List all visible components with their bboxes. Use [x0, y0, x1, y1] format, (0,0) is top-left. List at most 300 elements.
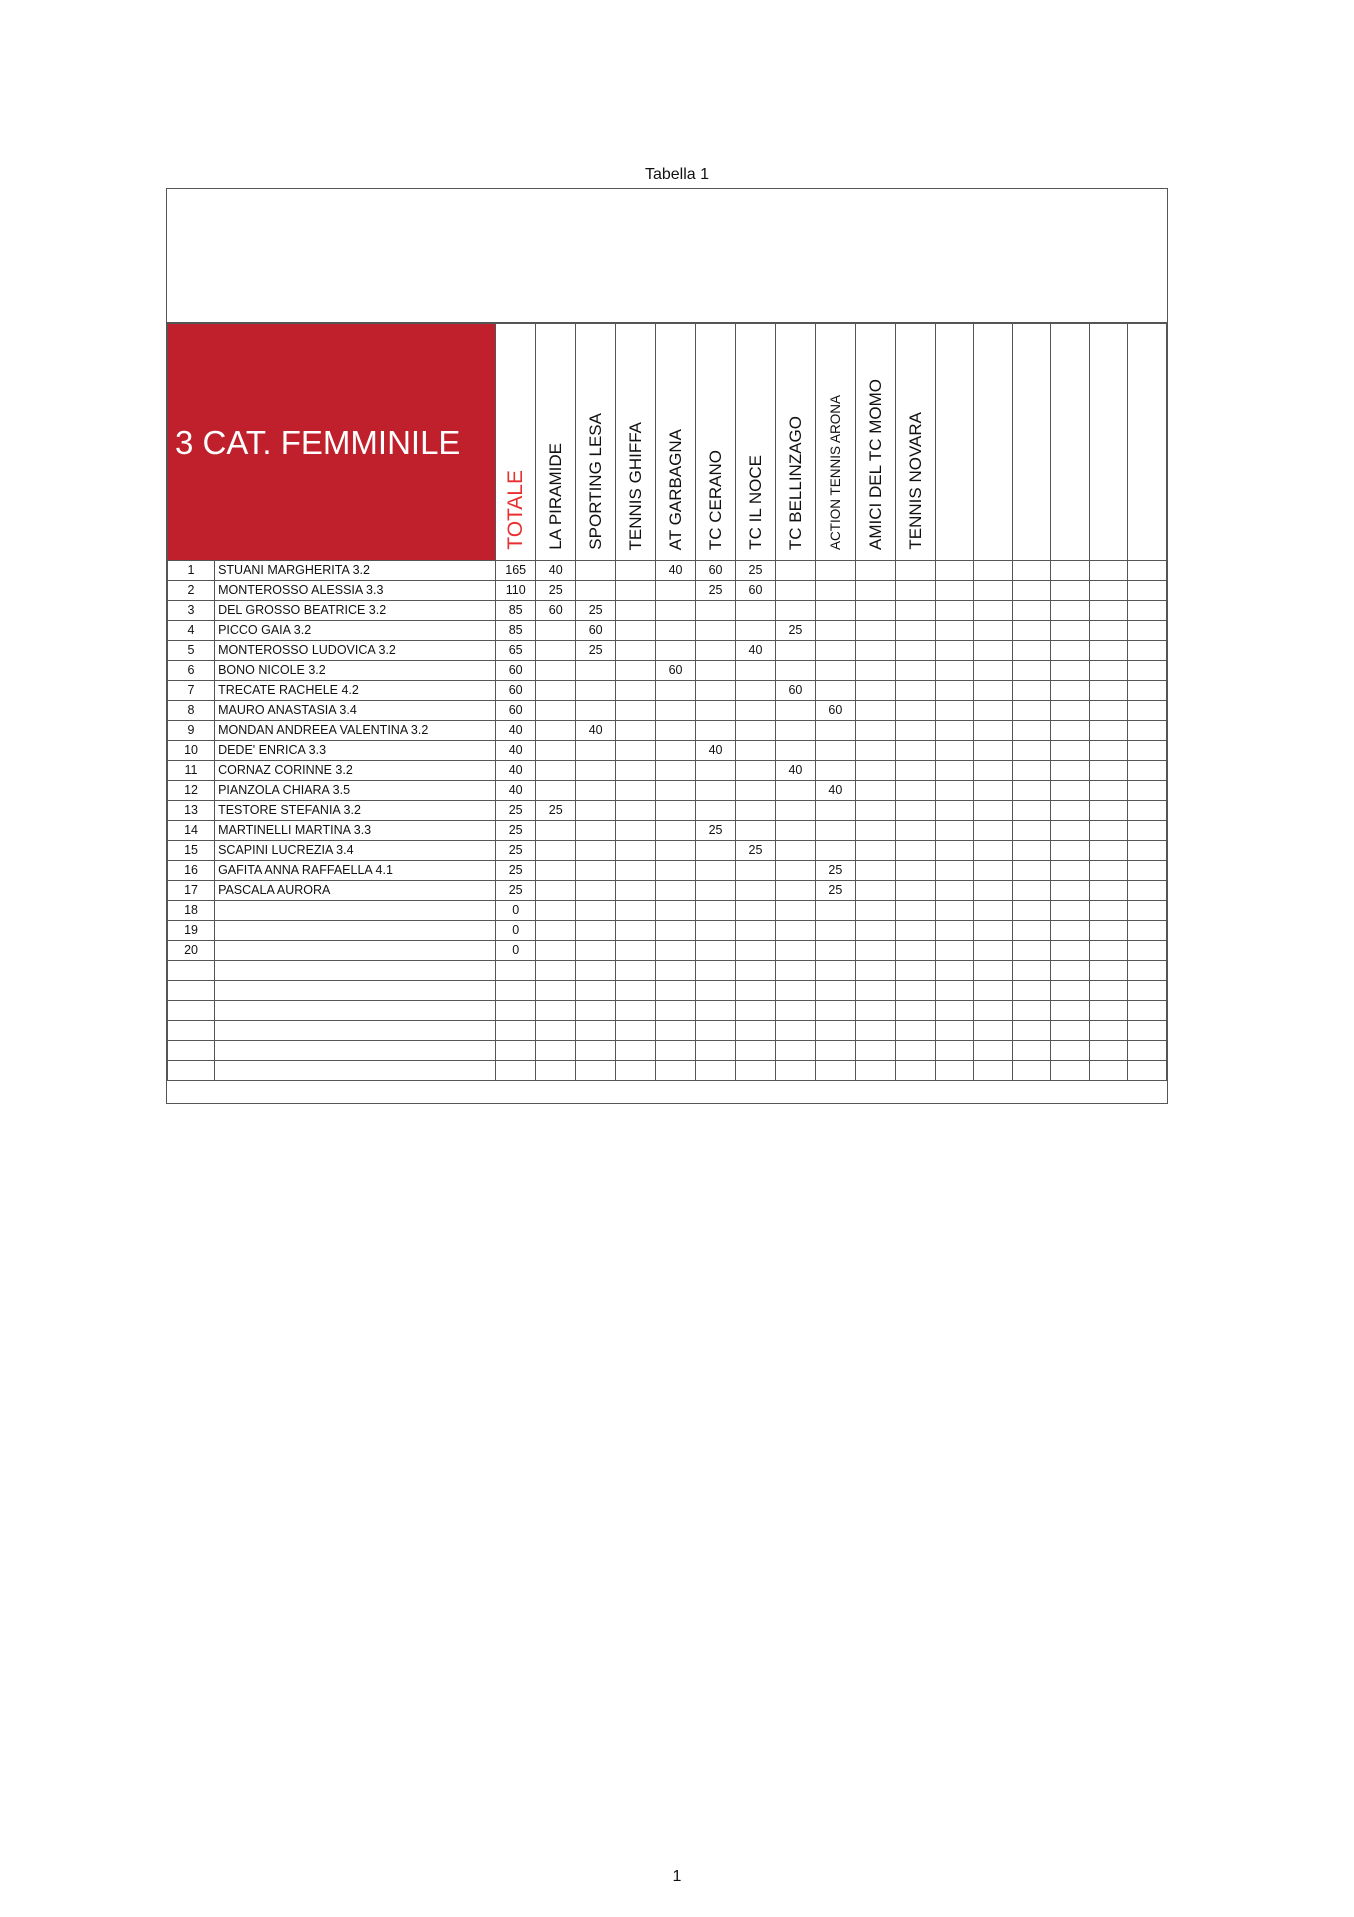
points-cell — [616, 681, 656, 701]
points-cell — [656, 1061, 696, 1081]
points-cell — [895, 601, 935, 621]
points-cell — [696, 721, 736, 741]
points-cell — [775, 1061, 815, 1081]
points-cell — [1051, 561, 1090, 581]
points-cell — [855, 1041, 895, 1061]
club-column-label: TC CERANO — [706, 449, 726, 550]
column-header — [576, 324, 616, 561]
points-cell — [895, 761, 935, 781]
points-cell: 60 — [536, 601, 576, 621]
player-name-cell: MONDAN ANDREEA VALENTINA 3.2 — [215, 721, 496, 741]
points-cell — [855, 961, 895, 981]
points-cell: 60 — [576, 621, 616, 641]
points-cell — [616, 701, 656, 721]
points-cell — [696, 861, 736, 881]
column-header — [696, 324, 736, 561]
points-cell — [974, 941, 1013, 961]
points-cell — [815, 641, 855, 661]
points-cell — [696, 881, 736, 901]
column-header — [815, 324, 855, 561]
points-cell — [895, 921, 935, 941]
points-cell — [536, 841, 576, 861]
points-cell — [1051, 861, 1090, 881]
points-cell — [536, 761, 576, 781]
points-cell — [815, 1041, 855, 1061]
points-cell — [775, 821, 815, 841]
points-cell — [1051, 901, 1090, 921]
points-cell — [576, 921, 616, 941]
points-cell — [935, 681, 974, 701]
points-cell — [935, 741, 974, 761]
points-cell — [935, 1061, 974, 1081]
points-cell — [1089, 741, 1128, 761]
total-points-cell: 60 — [496, 681, 536, 701]
points-cell — [616, 761, 656, 781]
points-cell — [1051, 801, 1090, 821]
points-cell — [775, 721, 815, 741]
points-cell — [815, 581, 855, 601]
points-cell — [974, 961, 1013, 981]
points-cell — [1051, 881, 1090, 901]
column-header — [736, 324, 776, 561]
points-cell — [974, 621, 1013, 641]
club-column-label: SPORTING LESA — [586, 413, 606, 550]
points-cell — [775, 661, 815, 681]
points-cell: 25 — [576, 601, 616, 621]
points-cell — [775, 981, 815, 1001]
points-cell — [974, 741, 1013, 761]
points-cell — [855, 1061, 895, 1081]
rank-cell: 3 — [168, 601, 215, 621]
points-cell — [815, 601, 855, 621]
rank-cell: 17 — [168, 881, 215, 901]
points-cell — [935, 821, 974, 841]
points-cell — [696, 921, 736, 941]
points-cell — [775, 701, 815, 721]
points-cell — [775, 1001, 815, 1021]
points-cell — [696, 661, 736, 681]
points-cell — [775, 881, 815, 901]
points-cell — [974, 921, 1013, 941]
points-cell — [1012, 761, 1051, 781]
points-cell — [696, 901, 736, 921]
points-cell — [895, 1061, 935, 1081]
player-name-cell: TRECATE RACHELE 4.2 — [215, 681, 496, 701]
points-cell — [935, 881, 974, 901]
points-cell — [974, 1021, 1013, 1041]
points-cell — [576, 681, 616, 701]
points-cell — [1089, 721, 1128, 741]
rank-cell: 5 — [168, 641, 215, 661]
points-cell — [736, 761, 776, 781]
points-cell — [576, 861, 616, 881]
points-cell — [1051, 961, 1090, 981]
total-points-cell: 40 — [496, 781, 536, 801]
points-cell — [536, 981, 576, 1001]
rank-cell — [168, 1061, 215, 1081]
points-cell: 40 — [536, 561, 576, 581]
points-cell — [1012, 781, 1051, 801]
points-cell — [656, 1041, 696, 1061]
points-cell — [1128, 821, 1167, 841]
column-header — [496, 324, 536, 561]
points-cell — [1051, 1061, 1090, 1081]
rank-cell — [168, 981, 215, 1001]
table-row — [168, 941, 1167, 961]
club-column-label: TENNIS NOVARA — [905, 412, 925, 550]
points-cell: 25 — [736, 561, 776, 581]
points-cell — [895, 981, 935, 1001]
points-cell — [935, 901, 974, 921]
points-cell — [1012, 841, 1051, 861]
club-column-label: AMICI DEL TC MOMO — [865, 379, 885, 550]
column-header — [775, 324, 815, 561]
points-cell — [775, 741, 815, 761]
total-points-cell: 40 — [496, 761, 536, 781]
column-header — [935, 324, 974, 561]
rank-cell: 11 — [168, 761, 215, 781]
points-cell — [576, 581, 616, 601]
points-cell — [656, 1001, 696, 1021]
points-cell — [1089, 561, 1128, 581]
points-cell — [656, 861, 696, 881]
points-cell — [616, 861, 656, 881]
points-cell — [656, 581, 696, 601]
player-name-cell: STUANI MARGHERITA 3.2 — [215, 561, 496, 581]
points-cell — [576, 801, 616, 821]
points-cell — [1128, 921, 1167, 941]
points-cell — [855, 981, 895, 1001]
points-cell — [536, 921, 576, 941]
points-cell: 25 — [536, 581, 576, 601]
player-name-cell — [215, 1021, 496, 1041]
rank-cell — [168, 1001, 215, 1021]
points-cell — [895, 861, 935, 881]
points-cell — [815, 961, 855, 981]
points-cell — [656, 701, 696, 721]
points-cell — [855, 701, 895, 721]
points-cell: 60 — [696, 561, 736, 581]
points-cell — [1051, 701, 1090, 721]
points-cell — [1128, 661, 1167, 681]
points-cell — [1128, 961, 1167, 981]
table-row — [168, 961, 1167, 981]
points-cell — [974, 581, 1013, 601]
points-cell — [895, 1041, 935, 1061]
points-cell — [855, 921, 895, 941]
points-cell — [696, 841, 736, 861]
points-cell: 25 — [536, 801, 576, 821]
points-cell — [935, 941, 974, 961]
points-cell — [855, 941, 895, 961]
points-cell — [696, 961, 736, 981]
points-cell — [1128, 561, 1167, 581]
points-cell — [935, 761, 974, 781]
points-cell — [895, 781, 935, 801]
points-cell — [656, 901, 696, 921]
player-name-cell: TESTORE STEFANIA 3.2 — [215, 801, 496, 821]
points-cell — [855, 741, 895, 761]
points-cell — [1051, 781, 1090, 801]
points-cell — [576, 841, 616, 861]
total-points-cell: 110 — [496, 581, 536, 601]
rank-cell: 2 — [168, 581, 215, 601]
points-cell — [775, 641, 815, 661]
table-row — [168, 1001, 1167, 1021]
points-cell — [775, 921, 815, 941]
points-cell — [736, 701, 776, 721]
rank-cell: 8 — [168, 701, 215, 721]
points-cell — [855, 621, 895, 641]
points-cell: 40 — [736, 641, 776, 661]
points-cell — [895, 841, 935, 861]
points-cell — [656, 801, 696, 821]
rank-cell: 16 — [168, 861, 215, 881]
rank-cell: 6 — [168, 661, 215, 681]
points-cell — [616, 841, 656, 861]
points-cell — [1012, 1001, 1051, 1021]
points-cell — [536, 1001, 576, 1021]
points-cell — [1128, 1041, 1167, 1061]
points-cell — [1012, 601, 1051, 621]
points-cell — [1051, 641, 1090, 661]
points-cell — [855, 761, 895, 781]
points-cell — [616, 641, 656, 661]
points-cell — [1128, 1001, 1167, 1021]
table-row — [168, 681, 1167, 701]
points-cell — [1012, 801, 1051, 821]
points-cell — [895, 741, 935, 761]
points-cell — [696, 781, 736, 801]
points-cell — [696, 641, 736, 661]
points-cell — [656, 921, 696, 941]
points-cell — [895, 1001, 935, 1021]
points-cell — [616, 721, 656, 741]
player-name-cell — [215, 901, 496, 921]
points-cell — [576, 821, 616, 841]
points-cell — [815, 821, 855, 841]
table-row — [168, 1041, 1167, 1061]
points-cell — [895, 661, 935, 681]
total-points-cell: 25 — [496, 881, 536, 901]
points-cell — [656, 961, 696, 981]
points-cell — [616, 561, 656, 581]
points-cell — [855, 861, 895, 881]
points-cell — [935, 621, 974, 641]
points-cell — [736, 921, 776, 941]
points-cell — [1051, 761, 1090, 781]
points-cell — [1089, 781, 1128, 801]
points-cell — [1089, 821, 1128, 841]
rank-cell — [168, 1041, 215, 1061]
points-cell — [736, 961, 776, 981]
points-cell — [1051, 1041, 1090, 1061]
points-cell — [656, 761, 696, 781]
points-cell: 60 — [815, 701, 855, 721]
total-points-cell: 25 — [496, 841, 536, 861]
points-cell — [1012, 981, 1051, 1001]
points-cell — [895, 821, 935, 841]
total-points-cell: 25 — [496, 861, 536, 881]
points-cell — [1051, 661, 1090, 681]
total-points-cell — [496, 981, 536, 1001]
points-cell — [1089, 681, 1128, 701]
table-row — [168, 721, 1167, 741]
points-cell — [656, 721, 696, 741]
points-cell — [974, 1061, 1013, 1081]
points-cell — [1012, 701, 1051, 721]
points-cell — [656, 941, 696, 961]
points-cell — [736, 621, 776, 641]
points-cell — [576, 1061, 616, 1081]
points-cell — [815, 561, 855, 581]
points-cell — [815, 901, 855, 921]
points-cell — [536, 941, 576, 961]
points-cell — [775, 861, 815, 881]
points-cell — [935, 801, 974, 821]
player-name-cell: CORNAZ CORINNE 3.2 — [215, 761, 496, 781]
total-points-cell: 40 — [496, 721, 536, 741]
points-cell — [1089, 1021, 1128, 1041]
points-cell — [1089, 601, 1128, 621]
points-cell — [935, 701, 974, 721]
points-cell — [616, 981, 656, 1001]
points-cell — [935, 561, 974, 581]
points-cell — [616, 961, 656, 981]
points-cell — [1128, 781, 1167, 801]
points-cell — [974, 721, 1013, 741]
rank-cell: 1 — [168, 561, 215, 581]
points-cell — [616, 661, 656, 681]
points-cell — [1012, 901, 1051, 921]
points-cell — [855, 581, 895, 601]
points-cell — [855, 1001, 895, 1021]
points-cell — [974, 781, 1013, 801]
points-cell — [576, 941, 616, 961]
points-cell — [656, 641, 696, 661]
points-cell — [736, 1061, 776, 1081]
points-cell — [974, 1041, 1013, 1061]
club-column-label: TC BELLINZAGO — [785, 415, 805, 550]
points-cell — [656, 741, 696, 761]
points-cell — [696, 601, 736, 621]
points-cell — [815, 681, 855, 701]
points-cell — [536, 1021, 576, 1041]
rank-cell: 18 — [168, 901, 215, 921]
table-row — [168, 741, 1167, 761]
player-name-cell: PASCALA AURORA — [215, 881, 496, 901]
points-cell — [736, 801, 776, 821]
points-cell — [775, 601, 815, 621]
points-cell — [895, 581, 935, 601]
rank-cell — [168, 1021, 215, 1041]
total-points-cell: 60 — [496, 701, 536, 721]
points-cell: 40 — [696, 741, 736, 761]
player-name-cell — [215, 941, 496, 961]
points-cell — [974, 901, 1013, 921]
points-cell — [696, 681, 736, 701]
points-cell — [576, 961, 616, 981]
total-points-cell: 165 — [496, 561, 536, 581]
points-cell — [775, 781, 815, 801]
total-points-cell: 0 — [496, 921, 536, 941]
points-cell — [1089, 1001, 1128, 1021]
points-cell: 40 — [576, 721, 616, 741]
points-cell — [1128, 761, 1167, 781]
table-row — [168, 841, 1167, 861]
points-cell — [775, 901, 815, 921]
total-points-cell: 60 — [496, 661, 536, 681]
rank-cell: 15 — [168, 841, 215, 861]
points-cell — [775, 961, 815, 981]
points-cell — [616, 901, 656, 921]
points-cell — [1051, 1021, 1090, 1041]
points-cell — [1128, 801, 1167, 821]
rank-cell: 4 — [168, 621, 215, 641]
points-cell — [1128, 701, 1167, 721]
column-header — [1089, 324, 1128, 561]
table-row — [168, 901, 1167, 921]
player-name-cell: DEL GROSSO BEATRICE 3.2 — [215, 601, 496, 621]
points-cell — [1089, 901, 1128, 921]
points-cell — [536, 741, 576, 761]
points-cell — [696, 1061, 736, 1081]
points-cell — [696, 701, 736, 721]
points-cell — [616, 601, 656, 621]
points-cell — [736, 781, 776, 801]
points-cell — [815, 841, 855, 861]
points-cell — [815, 801, 855, 821]
points-cell — [815, 941, 855, 961]
player-name-cell — [215, 1041, 496, 1061]
points-cell — [775, 941, 815, 961]
points-cell — [1089, 881, 1128, 901]
points-cell — [1051, 681, 1090, 701]
points-cell: 25 — [815, 881, 855, 901]
points-cell — [974, 841, 1013, 861]
points-cell — [736, 741, 776, 761]
points-cell — [656, 781, 696, 801]
points-cell — [855, 901, 895, 921]
points-cell — [1089, 801, 1128, 821]
points-cell — [616, 1061, 656, 1081]
points-cell — [1012, 581, 1051, 601]
points-cell — [736, 661, 776, 681]
points-cell — [736, 1021, 776, 1041]
points-cell — [736, 1041, 776, 1061]
points-cell — [855, 781, 895, 801]
points-cell — [1128, 641, 1167, 661]
points-cell — [935, 841, 974, 861]
points-cell — [974, 701, 1013, 721]
rank-cell: 12 — [168, 781, 215, 801]
points-cell — [815, 741, 855, 761]
points-cell: 25 — [696, 581, 736, 601]
player-name-cell: MARTINELLI MARTINA 3.3 — [215, 821, 496, 841]
points-cell — [1012, 1061, 1051, 1081]
points-cell: 60 — [775, 681, 815, 701]
column-header — [895, 324, 935, 561]
points-cell — [576, 701, 616, 721]
points-cell — [974, 681, 1013, 701]
points-cell — [895, 1021, 935, 1041]
points-cell — [1089, 961, 1128, 981]
points-cell — [536, 881, 576, 901]
header-row — [168, 324, 1167, 561]
points-cell — [935, 581, 974, 601]
points-cell — [935, 981, 974, 1001]
points-cell — [536, 641, 576, 661]
